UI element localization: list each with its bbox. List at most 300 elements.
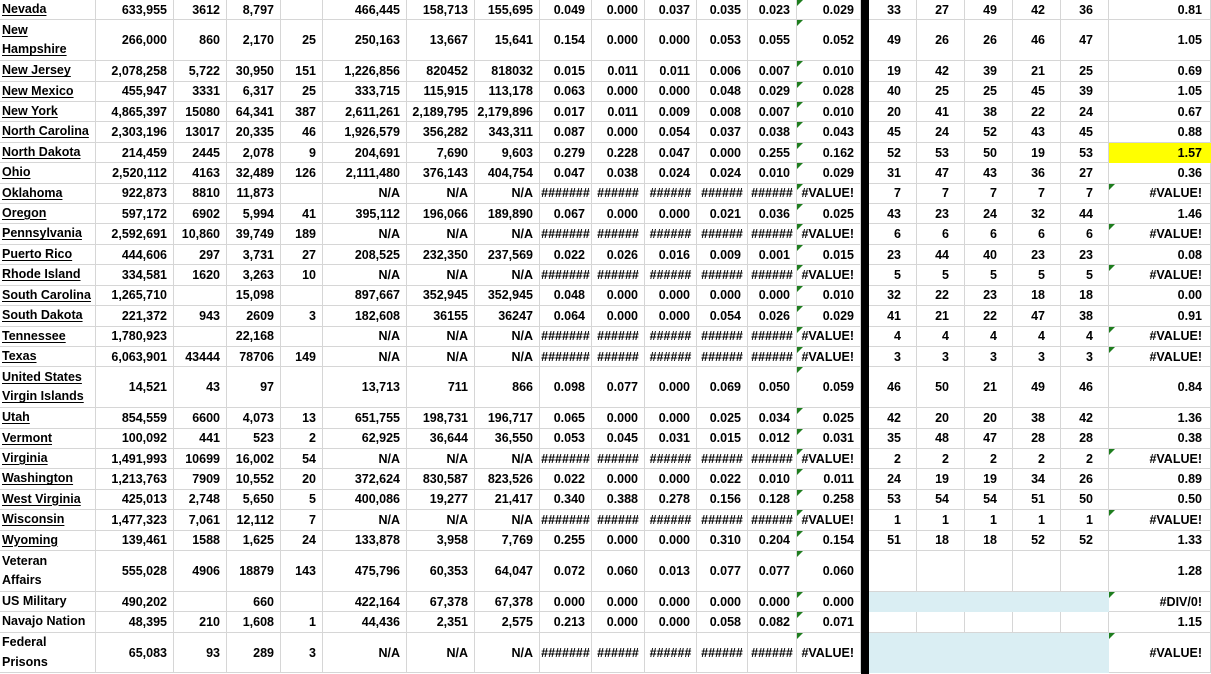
cell[interactable] bbox=[697, 408, 748, 428]
cell[interactable] bbox=[174, 408, 227, 428]
cell[interactable] bbox=[540, 143, 592, 163]
cell[interactable] bbox=[96, 184, 174, 204]
cell[interactable] bbox=[697, 245, 748, 265]
cell[interactable] bbox=[1109, 408, 1211, 428]
cell[interactable] bbox=[174, 612, 227, 632]
cell[interactable] bbox=[227, 551, 281, 592]
cell[interactable] bbox=[475, 367, 540, 408]
cell[interactable] bbox=[323, 408, 407, 428]
cell[interactable] bbox=[797, 265, 861, 285]
cell[interactable] bbox=[227, 408, 281, 428]
cell[interactable] bbox=[1061, 510, 1109, 530]
cell[interactable] bbox=[540, 204, 592, 224]
cell[interactable] bbox=[407, 265, 475, 285]
cell[interactable] bbox=[748, 429, 797, 449]
cell[interactable] bbox=[697, 224, 748, 244]
cell[interactable] bbox=[323, 286, 407, 306]
cell[interactable] bbox=[869, 184, 917, 204]
cell[interactable] bbox=[475, 163, 540, 183]
cell[interactable] bbox=[748, 163, 797, 183]
cell[interactable] bbox=[917, 327, 965, 347]
cell[interactable] bbox=[174, 510, 227, 530]
cell[interactable] bbox=[96, 633, 174, 674]
cell[interactable] bbox=[281, 490, 323, 510]
cell[interactable] bbox=[407, 408, 475, 428]
cell[interactable] bbox=[965, 490, 1013, 510]
cell[interactable] bbox=[174, 61, 227, 81]
cell[interactable] bbox=[475, 82, 540, 102]
cell[interactable] bbox=[281, 82, 323, 102]
cell[interactable] bbox=[917, 286, 965, 306]
cell[interactable] bbox=[540, 347, 592, 367]
cell[interactable] bbox=[869, 612, 917, 632]
cell[interactable] bbox=[323, 612, 407, 632]
cell[interactable] bbox=[1061, 184, 1109, 204]
cell[interactable] bbox=[407, 163, 475, 183]
cell[interactable] bbox=[797, 531, 861, 551]
cell[interactable] bbox=[797, 429, 861, 449]
cell[interactable] bbox=[407, 633, 475, 674]
cell[interactable] bbox=[645, 531, 697, 551]
cell[interactable] bbox=[965, 245, 1013, 265]
cell[interactable] bbox=[323, 469, 407, 489]
cell[interactable] bbox=[227, 265, 281, 285]
cell[interactable] bbox=[174, 163, 227, 183]
cell[interactable] bbox=[965, 429, 1013, 449]
cell[interactable] bbox=[1013, 143, 1061, 163]
cell[interactable] bbox=[965, 143, 1013, 163]
cell[interactable] bbox=[281, 245, 323, 265]
cell[interactable] bbox=[540, 612, 592, 632]
cell[interactable] bbox=[1013, 122, 1061, 142]
cell[interactable] bbox=[323, 163, 407, 183]
cell[interactable] bbox=[281, 163, 323, 183]
cell[interactable] bbox=[748, 224, 797, 244]
cell[interactable] bbox=[592, 245, 645, 265]
cell[interactable] bbox=[592, 286, 645, 306]
cell[interactable] bbox=[540, 490, 592, 510]
cell[interactable] bbox=[869, 490, 917, 510]
cell[interactable] bbox=[748, 469, 797, 489]
cell[interactable] bbox=[869, 20, 917, 61]
cell[interactable] bbox=[1061, 490, 1109, 510]
cell[interactable] bbox=[797, 612, 861, 632]
cell[interactable] bbox=[227, 490, 281, 510]
cell[interactable] bbox=[869, 429, 917, 449]
cell[interactable] bbox=[917, 245, 965, 265]
cell[interactable] bbox=[227, 449, 281, 469]
cell[interactable] bbox=[96, 82, 174, 102]
cell[interactable] bbox=[797, 408, 861, 428]
cell[interactable] bbox=[917, 184, 965, 204]
cell[interactable] bbox=[1013, 61, 1061, 81]
cell[interactable] bbox=[475, 531, 540, 551]
cell[interactable] bbox=[540, 245, 592, 265]
cell[interactable] bbox=[1013, 510, 1061, 530]
cell[interactable] bbox=[645, 490, 697, 510]
cell[interactable] bbox=[1061, 306, 1109, 326]
cell[interactable] bbox=[869, 0, 917, 20]
cell[interactable] bbox=[540, 184, 592, 204]
cell[interactable] bbox=[645, 347, 697, 367]
cell[interactable] bbox=[540, 510, 592, 530]
cell[interactable] bbox=[475, 286, 540, 306]
cell[interactable] bbox=[407, 449, 475, 469]
cell[interactable] bbox=[323, 531, 407, 551]
cell[interactable] bbox=[475, 61, 540, 81]
cell[interactable] bbox=[96, 612, 174, 632]
cell[interactable] bbox=[917, 82, 965, 102]
cell[interactable] bbox=[592, 82, 645, 102]
cell[interactable] bbox=[323, 224, 407, 244]
cell[interactable] bbox=[407, 102, 475, 122]
cell[interactable] bbox=[1109, 20, 1211, 61]
cell[interactable] bbox=[797, 592, 861, 612]
cell[interactable] bbox=[407, 347, 475, 367]
cell[interactable] bbox=[592, 163, 645, 183]
cell[interactable] bbox=[227, 204, 281, 224]
cell[interactable] bbox=[797, 61, 861, 81]
cell[interactable] bbox=[697, 82, 748, 102]
cell[interactable] bbox=[323, 143, 407, 163]
cell[interactable] bbox=[645, 204, 697, 224]
cell[interactable] bbox=[592, 469, 645, 489]
state-link[interactable] bbox=[0, 82, 96, 102]
cell[interactable] bbox=[96, 408, 174, 428]
cell[interactable] bbox=[227, 102, 281, 122]
cell[interactable] bbox=[540, 306, 592, 326]
cell[interactable] bbox=[540, 592, 592, 612]
cell[interactable] bbox=[797, 143, 861, 163]
cell[interactable] bbox=[748, 367, 797, 408]
cell[interactable] bbox=[1013, 449, 1061, 469]
cell[interactable] bbox=[475, 551, 540, 592]
cell[interactable] bbox=[1061, 408, 1109, 428]
cell[interactable] bbox=[323, 61, 407, 81]
cell[interactable] bbox=[965, 0, 1013, 20]
cell[interactable] bbox=[748, 265, 797, 285]
cell[interactable] bbox=[1109, 592, 1211, 612]
cell[interactable] bbox=[748, 61, 797, 81]
cell[interactable] bbox=[592, 429, 645, 449]
cell[interactable] bbox=[1013, 490, 1061, 510]
cell[interactable] bbox=[281, 102, 323, 122]
cell[interactable] bbox=[1013, 82, 1061, 102]
cell[interactable] bbox=[797, 20, 861, 61]
cell[interactable] bbox=[1013, 102, 1061, 122]
cell[interactable] bbox=[592, 61, 645, 81]
cell[interactable] bbox=[1061, 327, 1109, 347]
state-link[interactable] bbox=[0, 327, 96, 347]
cell[interactable] bbox=[697, 61, 748, 81]
cell[interactable] bbox=[748, 143, 797, 163]
cell[interactable] bbox=[797, 327, 861, 347]
highlighted-cell[interactable] bbox=[1109, 143, 1211, 163]
cell[interactable] bbox=[1109, 429, 1211, 449]
cell[interactable] bbox=[645, 429, 697, 449]
cell[interactable] bbox=[748, 633, 797, 674]
cell[interactable] bbox=[227, 224, 281, 244]
cell[interactable] bbox=[96, 0, 174, 20]
cell[interactable] bbox=[917, 510, 965, 530]
cell[interactable] bbox=[407, 327, 475, 347]
cell[interactable] bbox=[174, 449, 227, 469]
cell[interactable] bbox=[1109, 61, 1211, 81]
cell[interactable] bbox=[697, 531, 748, 551]
cell[interactable] bbox=[869, 102, 917, 122]
cell[interactable] bbox=[1013, 286, 1061, 306]
cell[interactable] bbox=[281, 551, 323, 592]
cell[interactable] bbox=[407, 61, 475, 81]
cell[interactable] bbox=[407, 551, 475, 592]
cell[interactable] bbox=[281, 592, 323, 612]
cell[interactable] bbox=[1061, 551, 1109, 592]
cell[interactable] bbox=[917, 347, 965, 367]
cell[interactable] bbox=[697, 265, 748, 285]
cell[interactable] bbox=[281, 20, 323, 61]
cell[interactable] bbox=[869, 327, 917, 347]
cell[interactable] bbox=[475, 469, 540, 489]
cell[interactable] bbox=[697, 449, 748, 469]
cell[interactable] bbox=[1109, 184, 1211, 204]
cell[interactable] bbox=[965, 204, 1013, 224]
cell[interactable] bbox=[592, 327, 645, 347]
cell[interactable] bbox=[748, 510, 797, 530]
cell[interactable] bbox=[917, 490, 965, 510]
state-link[interactable] bbox=[0, 224, 96, 244]
cell[interactable] bbox=[645, 469, 697, 489]
state-link[interactable] bbox=[0, 469, 96, 489]
cell[interactable] bbox=[748, 306, 797, 326]
cell[interactable] bbox=[869, 306, 917, 326]
cell[interactable] bbox=[96, 327, 174, 347]
cell[interactable] bbox=[917, 224, 965, 244]
row-label[interactable] bbox=[0, 551, 96, 592]
cell[interactable] bbox=[965, 224, 1013, 244]
cell[interactable] bbox=[174, 327, 227, 347]
cell[interactable] bbox=[645, 143, 697, 163]
cell[interactable] bbox=[965, 469, 1013, 489]
cell[interactable] bbox=[323, 245, 407, 265]
cell[interactable] bbox=[96, 469, 174, 489]
cell[interactable] bbox=[1109, 163, 1211, 183]
cell[interactable] bbox=[227, 592, 281, 612]
cell[interactable] bbox=[281, 122, 323, 142]
cell[interactable] bbox=[540, 531, 592, 551]
cell[interactable] bbox=[281, 531, 323, 551]
state-link[interactable] bbox=[0, 490, 96, 510]
state-link[interactable] bbox=[0, 531, 96, 551]
cell[interactable] bbox=[645, 0, 697, 20]
cell[interactable] bbox=[227, 286, 281, 306]
cell[interactable] bbox=[869, 82, 917, 102]
cell[interactable] bbox=[869, 204, 917, 224]
cell[interactable] bbox=[96, 245, 174, 265]
cell[interactable] bbox=[697, 469, 748, 489]
cell[interactable] bbox=[869, 408, 917, 428]
cell[interactable] bbox=[174, 0, 227, 20]
cell[interactable] bbox=[475, 265, 540, 285]
cell[interactable] bbox=[281, 469, 323, 489]
cell[interactable] bbox=[965, 265, 1013, 285]
cell[interactable] bbox=[965, 612, 1013, 632]
cell[interactable] bbox=[1013, 612, 1061, 632]
cell[interactable] bbox=[174, 490, 227, 510]
cell[interactable] bbox=[323, 122, 407, 142]
cell[interactable] bbox=[1013, 469, 1061, 489]
cell[interactable] bbox=[869, 449, 917, 469]
cell[interactable] bbox=[1109, 531, 1211, 551]
cell[interactable] bbox=[869, 531, 917, 551]
cell[interactable] bbox=[1109, 122, 1211, 142]
cell[interactable] bbox=[797, 490, 861, 510]
cell[interactable] bbox=[697, 592, 748, 612]
cell[interactable] bbox=[697, 633, 748, 674]
cell[interactable] bbox=[407, 143, 475, 163]
state-link[interactable] bbox=[0, 61, 96, 81]
cell[interactable] bbox=[174, 306, 227, 326]
cell[interactable] bbox=[1109, 82, 1211, 102]
cell[interactable] bbox=[407, 184, 475, 204]
cell[interactable] bbox=[540, 265, 592, 285]
cell[interactable] bbox=[965, 408, 1013, 428]
cell[interactable] bbox=[917, 306, 965, 326]
cell[interactable] bbox=[227, 82, 281, 102]
cell[interactable] bbox=[407, 122, 475, 142]
cell[interactable] bbox=[965, 122, 1013, 142]
cell[interactable] bbox=[869, 286, 917, 306]
cell[interactable] bbox=[917, 408, 965, 428]
cell[interactable] bbox=[748, 0, 797, 20]
cell[interactable] bbox=[96, 449, 174, 469]
row-label[interactable] bbox=[0, 633, 96, 674]
cell[interactable] bbox=[96, 163, 174, 183]
cell[interactable] bbox=[475, 592, 540, 612]
cell[interactable] bbox=[917, 122, 965, 142]
cell[interactable] bbox=[797, 551, 861, 592]
cell[interactable] bbox=[965, 531, 1013, 551]
cell[interactable] bbox=[174, 592, 227, 612]
cell[interactable] bbox=[748, 347, 797, 367]
cell[interactable] bbox=[1013, 163, 1061, 183]
cell[interactable] bbox=[592, 551, 645, 592]
cell[interactable] bbox=[475, 245, 540, 265]
state-link[interactable] bbox=[0, 102, 96, 122]
cell[interactable] bbox=[645, 551, 697, 592]
cell[interactable] bbox=[592, 633, 645, 674]
cell[interactable] bbox=[1109, 490, 1211, 510]
cell[interactable] bbox=[174, 633, 227, 674]
cell[interactable] bbox=[1061, 163, 1109, 183]
cell[interactable] bbox=[1013, 551, 1061, 592]
cell[interactable] bbox=[96, 592, 174, 612]
state-link[interactable] bbox=[0, 204, 96, 224]
cell[interactable] bbox=[748, 20, 797, 61]
cell[interactable] bbox=[407, 367, 475, 408]
cell[interactable] bbox=[592, 510, 645, 530]
cell[interactable] bbox=[540, 367, 592, 408]
cell[interactable] bbox=[965, 184, 1013, 204]
cell[interactable] bbox=[174, 469, 227, 489]
cell[interactable] bbox=[869, 510, 917, 530]
cell[interactable] bbox=[475, 204, 540, 224]
cell[interactable] bbox=[540, 163, 592, 183]
cell[interactable] bbox=[174, 265, 227, 285]
cell[interactable] bbox=[1013, 347, 1061, 367]
cell[interactable] bbox=[227, 633, 281, 674]
cell[interactable] bbox=[475, 102, 540, 122]
cell[interactable] bbox=[965, 163, 1013, 183]
cell[interactable] bbox=[797, 224, 861, 244]
cell[interactable] bbox=[323, 449, 407, 469]
cell[interactable] bbox=[540, 20, 592, 61]
cell[interactable] bbox=[592, 347, 645, 367]
cell[interactable] bbox=[1013, 327, 1061, 347]
state-link[interactable] bbox=[0, 20, 96, 61]
state-link[interactable] bbox=[0, 429, 96, 449]
cell[interactable] bbox=[917, 469, 965, 489]
cell[interactable] bbox=[1061, 347, 1109, 367]
cell[interactable] bbox=[645, 20, 697, 61]
cell[interactable] bbox=[748, 245, 797, 265]
cell[interactable] bbox=[697, 122, 748, 142]
cell[interactable] bbox=[323, 367, 407, 408]
cell[interactable] bbox=[227, 184, 281, 204]
cell[interactable] bbox=[407, 204, 475, 224]
cell[interactable] bbox=[540, 633, 592, 674]
cell[interactable] bbox=[323, 592, 407, 612]
cell[interactable] bbox=[540, 102, 592, 122]
cell[interactable] bbox=[592, 306, 645, 326]
cell[interactable] bbox=[475, 122, 540, 142]
cell[interactable] bbox=[645, 633, 697, 674]
cell[interactable] bbox=[96, 61, 174, 81]
cell[interactable] bbox=[869, 163, 917, 183]
cell[interactable] bbox=[540, 327, 592, 347]
cell[interactable] bbox=[1013, 306, 1061, 326]
cell[interactable] bbox=[1061, 204, 1109, 224]
cell[interactable] bbox=[965, 347, 1013, 367]
cell[interactable] bbox=[227, 143, 281, 163]
cell[interactable] bbox=[407, 592, 475, 612]
cell[interactable] bbox=[645, 408, 697, 428]
cell[interactable] bbox=[323, 0, 407, 20]
cell[interactable] bbox=[965, 510, 1013, 530]
cell[interactable] bbox=[174, 429, 227, 449]
cell[interactable] bbox=[748, 184, 797, 204]
cell[interactable] bbox=[748, 490, 797, 510]
cell[interactable] bbox=[965, 102, 1013, 122]
cell[interactable] bbox=[797, 184, 861, 204]
cell[interactable] bbox=[227, 612, 281, 632]
cell[interactable] bbox=[869, 122, 917, 142]
cell[interactable] bbox=[323, 551, 407, 592]
cell[interactable] bbox=[96, 531, 174, 551]
cell[interactable] bbox=[281, 61, 323, 81]
cell[interactable] bbox=[697, 367, 748, 408]
cell[interactable] bbox=[96, 286, 174, 306]
cell[interactable] bbox=[965, 551, 1013, 592]
cell[interactable] bbox=[174, 20, 227, 61]
cell[interactable] bbox=[174, 204, 227, 224]
cell[interactable] bbox=[227, 469, 281, 489]
cell[interactable] bbox=[1013, 367, 1061, 408]
cell[interactable] bbox=[174, 184, 227, 204]
cell[interactable] bbox=[1013, 224, 1061, 244]
cell[interactable] bbox=[96, 551, 174, 592]
cell[interactable] bbox=[592, 224, 645, 244]
cell[interactable] bbox=[1109, 510, 1211, 530]
